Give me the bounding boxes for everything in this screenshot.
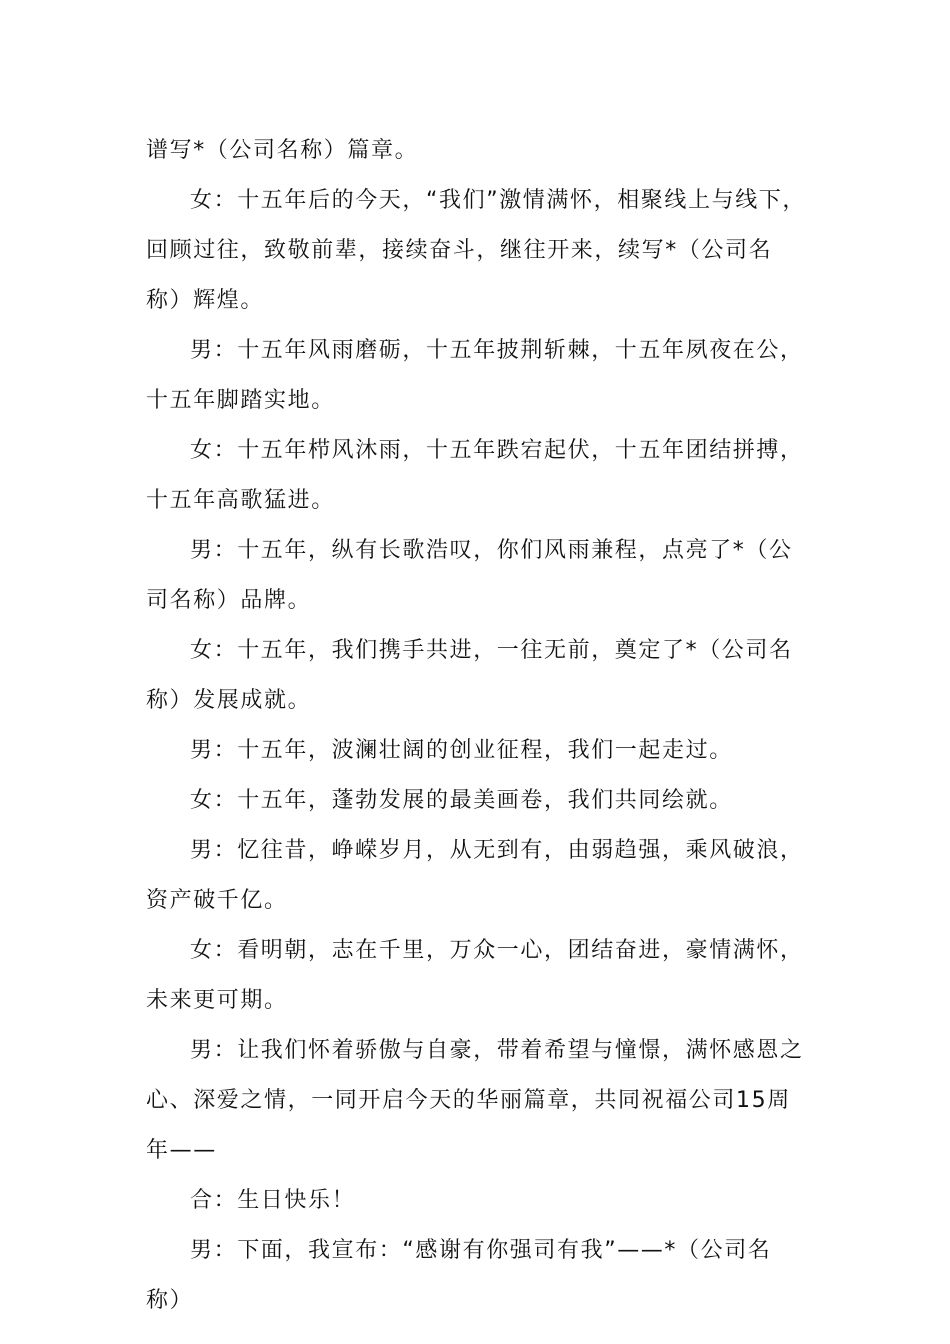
paragraph-together: 合：生日快乐！: [190, 1188, 356, 1213]
paragraph-male-4: 男：忆往昔，峥嵘岁月，从无到有，由弱趋强，乘风破浪，资产破千亿。: [146, 838, 804, 913]
paragraph-female-5: 女：看明朝，志在千里，万众一心，团结奋进，豪情满怀，未来更可期。: [146, 938, 804, 1013]
paragraph-continuation: 谱写*（公司名称）篇章。: [146, 138, 419, 163]
paragraph-male-1: 男：十五年风雨磨砺，十五年披荆斩棘，十五年夙夜在公，十五年脚踏实地。: [146, 338, 804, 413]
paragraph-female-3: 女：十五年，我们携手共进，一往无前，奠定了*（公司名称）发展成就。: [146, 638, 793, 713]
paragraph-male-6: 男：下面，我宣布：“感谢有你强司有我”——*（公司名称）: [146, 1238, 772, 1313]
paragraph-male-2: 男：十五年，纵有长歌浩叹，你们风雨兼程，点亮了*（公司名称）品牌。: [146, 538, 793, 613]
paragraph-female-4: 女：十五年，蓬勃发展的最美画卷，我们共同绘就。: [190, 788, 733, 813]
document-body: [146, 126, 806, 1326]
paragraph-female-2: 女：十五年栉风沐雨，十五年跌宕起伏，十五年团结拼搏，十五年高歌猛进。: [146, 438, 804, 513]
paragraph-male-3: 男：十五年，波澜壮阔的创业征程，我们一起走过。: [190, 738, 733, 763]
paragraph-male-5: 男：让我们怀着骄傲与自豪，带着希望与憧憬，满怀感恩之心、深爱之情，一同开启今天的华丽篇章，共同祝福公司15周年——: [146, 1038, 804, 1163]
paragraph-female-1: 女：十五年后的今天，“我们”激情满怀，相聚线上与线下，回顾过往，致敬前辈，接续奋斗，继往开来，续写*（公司名称）辉煌。: [146, 188, 806, 313]
